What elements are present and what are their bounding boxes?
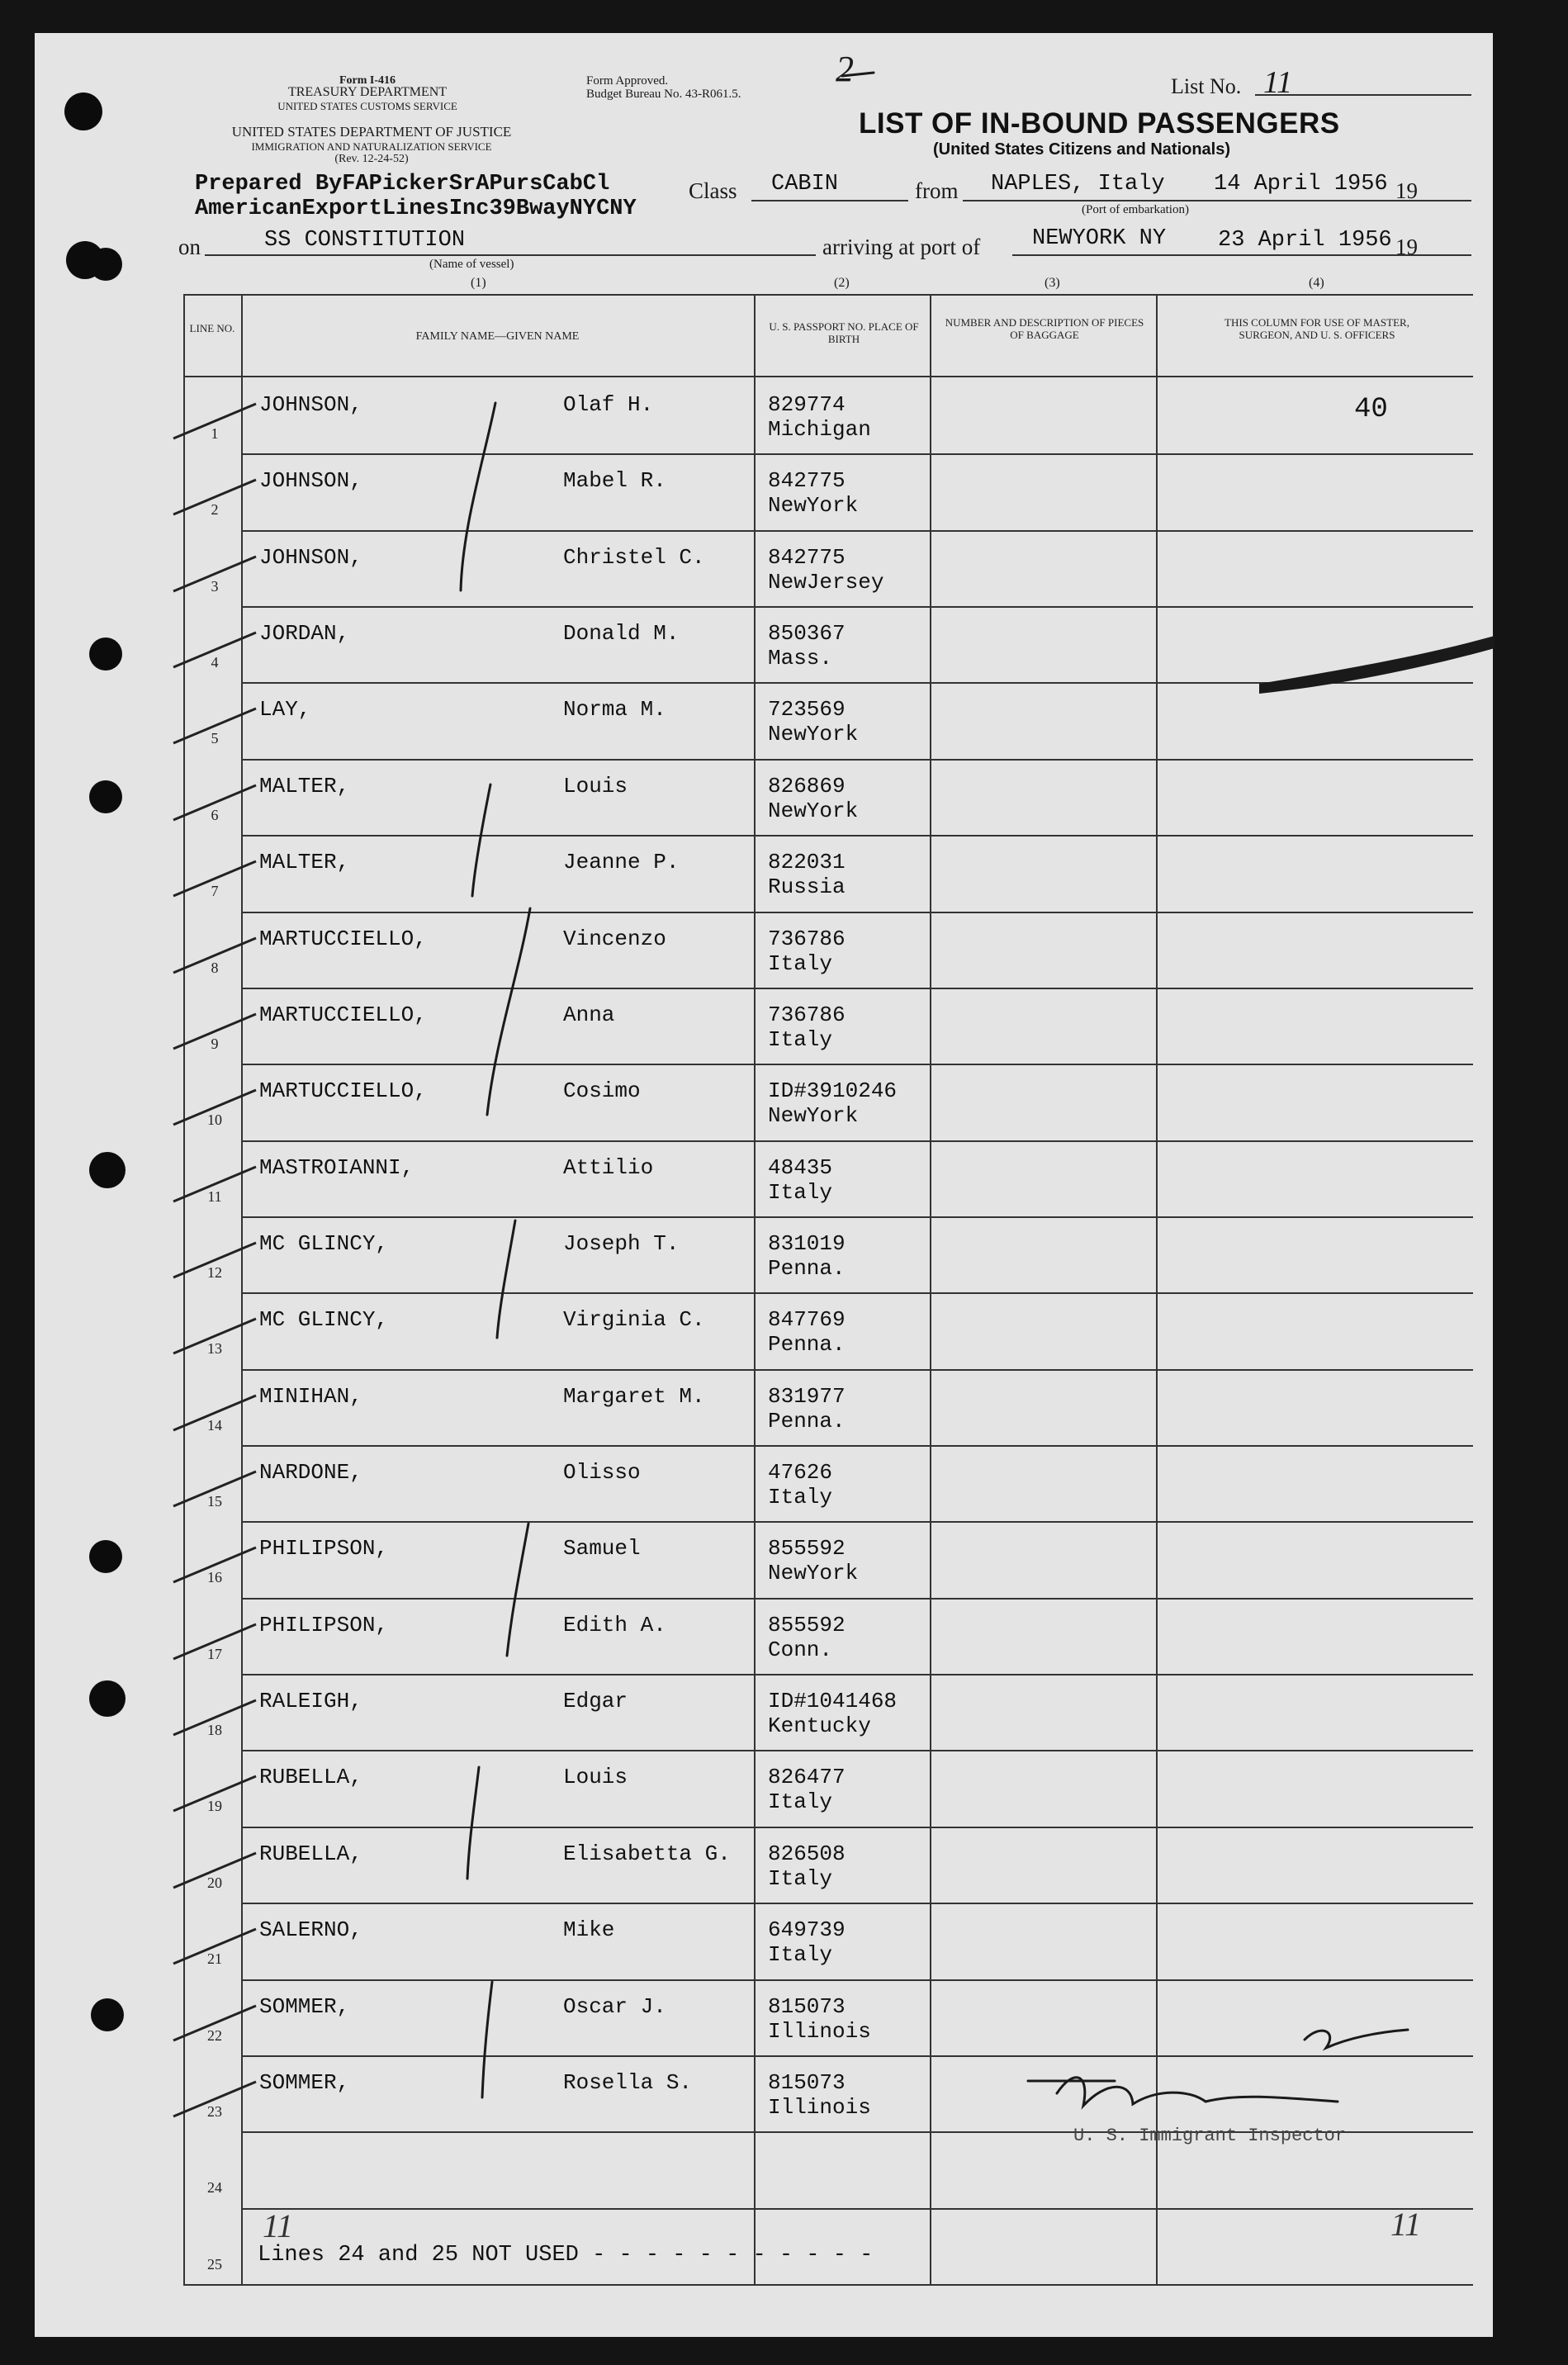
arrival-port: NEWYORK NY — [1032, 226, 1167, 251]
place-of-birth: Penna. — [768, 1332, 846, 1358]
check-mark — [165, 1007, 272, 1057]
given-name: Margaret M. — [563, 1383, 705, 1409]
form-approved: Form Approved. — [586, 74, 669, 88]
given-name: Jeanne P. — [563, 850, 680, 875]
check-mark — [165, 1160, 272, 1210]
passport-number: 736786 — [768, 1002, 846, 1027]
family-name: LAY, — [259, 697, 311, 723]
line-number: 18 — [207, 1722, 222, 1739]
given-name: Samuel — [563, 1536, 641, 1562]
line-number: 12 — [207, 1263, 222, 1281]
shipping-company: AmericanExportLinesInc39BwayNYCNY — [195, 197, 637, 221]
row-divider — [241, 759, 1473, 761]
check-mark — [165, 550, 272, 600]
binder-hole — [89, 1680, 126, 1717]
line-number: 7 — [211, 883, 219, 900]
family-name: JOHNSON, — [259, 468, 362, 494]
family-name: SOMMER, — [259, 1993, 350, 2019]
family-name: JOHNSON, — [259, 544, 362, 570]
vessel-name: SS CONSTITUTION — [264, 228, 466, 253]
passport-number: 826508 — [768, 1841, 846, 1866]
customs-service: UNITED STATES CUSTOMS SERVICE — [277, 100, 457, 112]
row-divider — [241, 682, 1473, 684]
embarkation-caption: (Port of embarkation) — [1082, 203, 1189, 216]
given-name: Rosella S. — [563, 2069, 693, 2095]
check-mark — [165, 1465, 272, 1514]
place-of-birth: Kentucky — [768, 1713, 871, 1739]
row-divider — [241, 988, 1473, 989]
column-header-line-no: LINE NO. — [189, 322, 235, 334]
line-number: 16 — [207, 1569, 222, 1586]
check-mark — [165, 1083, 272, 1133]
place-of-birth: Illinois — [768, 2094, 871, 2120]
from-label: from — [915, 178, 959, 203]
given-name: Edgar — [563, 1689, 628, 1714]
place-of-birth: NewYork — [768, 722, 859, 747]
passport-number: 847769 — [768, 1307, 846, 1333]
row-divider — [241, 912, 1473, 913]
column-header-baggage: NUMBER AND DESCRIPTION OF PIECES OF BAGGAGE — [945, 316, 1144, 341]
given-name: Olisso — [563, 1460, 641, 1486]
place-of-birth: NewJersey — [768, 569, 884, 595]
check-mark — [165, 473, 272, 523]
binder-hole — [91, 1998, 124, 2031]
passport-number: 842775 — [768, 544, 846, 570]
treasury-department: TREASURY DEPARTMENT — [287, 85, 448, 99]
given-name: Vincenzo — [563, 926, 666, 951]
family-name: JORDAN, — [259, 621, 350, 647]
line-number: 14 — [207, 1416, 222, 1434]
passport-number: 815073 — [768, 1993, 846, 2019]
list-number: 11 — [1263, 65, 1293, 100]
family-name: MARTUCCIELLO, — [259, 1002, 427, 1027]
binder-hole — [89, 248, 122, 281]
family-name: MALTER, — [259, 773, 350, 799]
passport-number: 48435 — [768, 1154, 833, 1180]
lines-not-used-note: Lines 24 and 25 NOT USED - - - - - - - - - - - — [258, 2243, 874, 2268]
row-divider — [241, 1216, 1473, 1218]
row-divider — [241, 1369, 1473, 1371]
row-divider — [241, 530, 1473, 532]
check-mark — [165, 779, 272, 828]
passport-number: 826477 — [768, 1765, 846, 1790]
family-name: MASTROIANNI, — [259, 1154, 415, 1180]
family-name: SALERNO, — [259, 1917, 362, 1943]
given-name: Louis — [563, 773, 628, 799]
family-name: RALEIGH, — [259, 1689, 362, 1714]
column-number-2: (2) — [834, 276, 850, 290]
row-divider — [241, 606, 1473, 608]
passport-number: 826869 — [768, 773, 846, 799]
form-number: Form I-416 — [339, 74, 396, 87]
place-of-birth: Italy — [768, 1026, 833, 1052]
check-mark — [165, 1694, 272, 1743]
column-number-3: (3) — [1045, 276, 1060, 290]
row-divider — [241, 1827, 1473, 1828]
check-mark — [165, 1999, 272, 2049]
place-of-birth: Penna. — [768, 1408, 846, 1434]
place-of-birth: Italy — [768, 950, 833, 976]
column-header-name: FAMILY NAME—GIVEN NAME — [415, 330, 580, 343]
line-number: 8 — [211, 959, 219, 976]
passport-number: 815073 — [768, 2069, 846, 2095]
prepared-by: Prepared ByFAPickerSrAPursCabCl — [195, 172, 610, 197]
passport-number: 723569 — [768, 697, 846, 723]
check-mark — [165, 1922, 272, 1972]
place-of-birth: Italy — [768, 1179, 833, 1205]
row-divider — [241, 1292, 1473, 1294]
row-divider — [241, 1903, 1473, 1904]
line-number: 20 — [207, 1874, 222, 1891]
family-name: NARDONE, — [259, 1460, 362, 1486]
revision-date: (Rev. 12-24-52) — [334, 153, 409, 165]
line-number: 2 — [211, 501, 219, 519]
passport-number: 855592 — [768, 1612, 846, 1637]
family-name: MINIHAN, — [259, 1383, 362, 1409]
margin-mark-right: 11 — [1390, 2206, 1422, 2243]
binder-hole — [89, 1152, 126, 1188]
embarkation-date: 14 April 1956 — [1214, 172, 1388, 197]
officer-note: 40 — [1354, 394, 1388, 425]
row-divider — [241, 1674, 1473, 1675]
given-name: Joseph T. — [563, 1230, 680, 1256]
on-label: on — [178, 235, 201, 259]
family-name: SOMMER, — [259, 2069, 350, 2095]
arrival-date: 23 April 1956 — [1218, 228, 1392, 253]
check-mark — [165, 1770, 272, 1819]
line-number: 6 — [211, 806, 219, 823]
family-name: PHILIPSON, — [259, 1536, 389, 1562]
place-of-birth: Russia — [768, 874, 846, 900]
row-divider — [241, 1598, 1473, 1600]
column-header-passport: U. S. PASSPORT NO. PLACE OF BIRTH — [769, 320, 919, 345]
check-mark — [165, 2075, 272, 2125]
family-name: PHILIPSON, — [259, 1612, 389, 1637]
row-divider — [241, 1521, 1473, 1523]
list-label: List No. — [1171, 74, 1242, 98]
passport-number: 850367 — [768, 621, 846, 647]
passport-number: 842775 — [768, 468, 846, 494]
check-mark — [165, 1312, 272, 1362]
place-of-birth: Italy — [768, 1485, 833, 1510]
check-mark — [165, 1389, 272, 1438]
line-number: 9 — [211, 1035, 219, 1052]
check-mark — [165, 397, 272, 447]
line-number: 19 — [207, 1798, 222, 1815]
class-value: CABIN — [771, 172, 839, 197]
place-of-birth: NewYork — [768, 1561, 859, 1586]
year-prefix-2: 19 — [1395, 235, 1418, 259]
row-divider — [241, 1979, 1473, 1981]
line-number: 11 — [207, 1187, 222, 1205]
passport-number: 649739 — [768, 1917, 846, 1943]
passport-number: ID#1041468 — [768, 1689, 898, 1714]
row-divider — [241, 2208, 1473, 2210]
check-mark — [165, 702, 272, 751]
row-divider — [241, 1064, 1473, 1065]
page-mark: 2 — [836, 49, 854, 89]
family-name: MC GLINCY, — [259, 1307, 389, 1333]
check-mark — [165, 1846, 272, 1896]
line-number: 17 — [207, 1645, 222, 1662]
family-name: RUBELLA, — [259, 1765, 362, 1790]
passport-number: 829774 — [768, 392, 846, 417]
row-divider — [241, 1140, 1473, 1142]
line-number: 4 — [211, 654, 219, 671]
column-number-4: (4) — [1309, 276, 1324, 290]
binder-hole — [89, 780, 122, 813]
check-mark — [165, 855, 272, 904]
line-number: 21 — [207, 1950, 222, 1968]
place-of-birth: Conn. — [768, 1637, 833, 1662]
line-number: 10 — [207, 1111, 222, 1129]
place-of-birth: NewYork — [768, 1103, 859, 1129]
passport-number: 831019 — [768, 1230, 846, 1256]
row-divider — [241, 835, 1473, 837]
binder-hole — [64, 92, 102, 130]
binder-hole — [89, 637, 122, 671]
given-name: Cosimo — [563, 1078, 641, 1104]
class-label: Class — [689, 178, 737, 203]
check-mark — [165, 931, 272, 981]
row-divider — [241, 1445, 1473, 1447]
passport-number: 822031 — [768, 850, 846, 875]
check-mark — [165, 1541, 272, 1590]
given-name: Virginia C. — [563, 1307, 705, 1333]
inspector-caption: U. S. Immigrant Inspector — [1073, 2126, 1347, 2146]
place-of-birth: Illinois — [768, 2018, 871, 2044]
given-name: Donald M. — [563, 621, 680, 647]
given-name: Louis — [563, 1765, 628, 1790]
place-of-birth: Mass. — [768, 646, 833, 671]
row-divider — [241, 2055, 1473, 2057]
column-header-officers: THIS COLUMN FOR USE OF MASTER, SURGEON, AND U. S. OFFICERS — [1225, 316, 1409, 341]
given-name: Olaf H. — [563, 392, 654, 417]
margin-mark-left: 11 — [263, 2207, 294, 2244]
given-name: Oscar J. — [563, 1993, 666, 2019]
document-subtitle: (United States Citizens and Nationals) — [932, 140, 1231, 159]
given-name: Mike — [563, 1917, 615, 1943]
ins-service: IMMIGRATION AND NATURALIZATION SERVICE — [251, 140, 492, 153]
family-name: JOHNSON, — [259, 392, 362, 417]
year-prefix: 19 — [1395, 178, 1418, 203]
column-number-1: (1) — [471, 276, 486, 290]
line-number: 15 — [207, 1493, 222, 1510]
place-of-birth: Michigan — [768, 417, 871, 442]
given-name: Elisabetta G. — [563, 1841, 731, 1866]
budget-bureau: Budget Bureau No. 43-R061.5. — [586, 88, 741, 101]
family-name: RUBELLA, — [259, 1841, 362, 1866]
place-of-birth: Italy — [768, 1865, 833, 1891]
arriving-label: arriving at port of — [822, 235, 981, 259]
line-number: 5 — [211, 730, 219, 747]
passport-number: ID#3910246 — [768, 1078, 898, 1104]
passport-number: 736786 — [768, 926, 846, 951]
given-name: Attilio — [563, 1154, 654, 1180]
place-of-birth: Italy — [768, 1942, 833, 1968]
line-number: 24 — [207, 2179, 222, 2197]
line-number: 25 — [207, 2255, 222, 2273]
passport-number: 855592 — [768, 1536, 846, 1562]
family-name: MARTUCCIELLO, — [259, 926, 427, 951]
check-mark — [165, 626, 272, 675]
line-number: 3 — [211, 577, 219, 595]
passport-number: 831977 — [768, 1383, 846, 1409]
line-number: 23 — [207, 2102, 222, 2120]
place-of-birth: Italy — [768, 1789, 833, 1815]
department-of-justice: UNITED STATES DEPARTMENT OF JUSTICE — [231, 124, 512, 140]
row-divider — [241, 453, 1473, 455]
passport-number: 47626 — [768, 1460, 833, 1486]
given-name: Christel C. — [563, 544, 705, 570]
vessel-caption: (Name of vessel) — [429, 258, 514, 271]
line-number: 1 — [211, 425, 219, 442]
place-of-birth: NewYork — [768, 493, 859, 519]
document-title: LIST OF IN-BOUND PASSENGERS — [859, 107, 1340, 140]
row-divider — [241, 1750, 1473, 1751]
check-mark — [165, 1236, 272, 1286]
place-of-birth: Penna. — [768, 1255, 846, 1281]
family-name: MC GLINCY, — [259, 1230, 389, 1256]
line-number: 22 — [207, 2026, 222, 2044]
given-name: Edith A. — [563, 1612, 666, 1637]
family-name: MALTER, — [259, 850, 350, 875]
given-name: Mabel R. — [563, 468, 666, 494]
check-mark — [165, 1618, 272, 1667]
given-name: Anna — [563, 1002, 615, 1027]
port-of-embarkation: NAPLES, Italy — [991, 172, 1165, 197]
given-name: Norma M. — [563, 697, 666, 723]
binder-hole — [89, 1540, 122, 1573]
family-name: MARTUCCIELLO, — [259, 1078, 427, 1104]
line-number: 13 — [207, 1340, 222, 1358]
place-of-birth: NewYork — [768, 798, 859, 823]
